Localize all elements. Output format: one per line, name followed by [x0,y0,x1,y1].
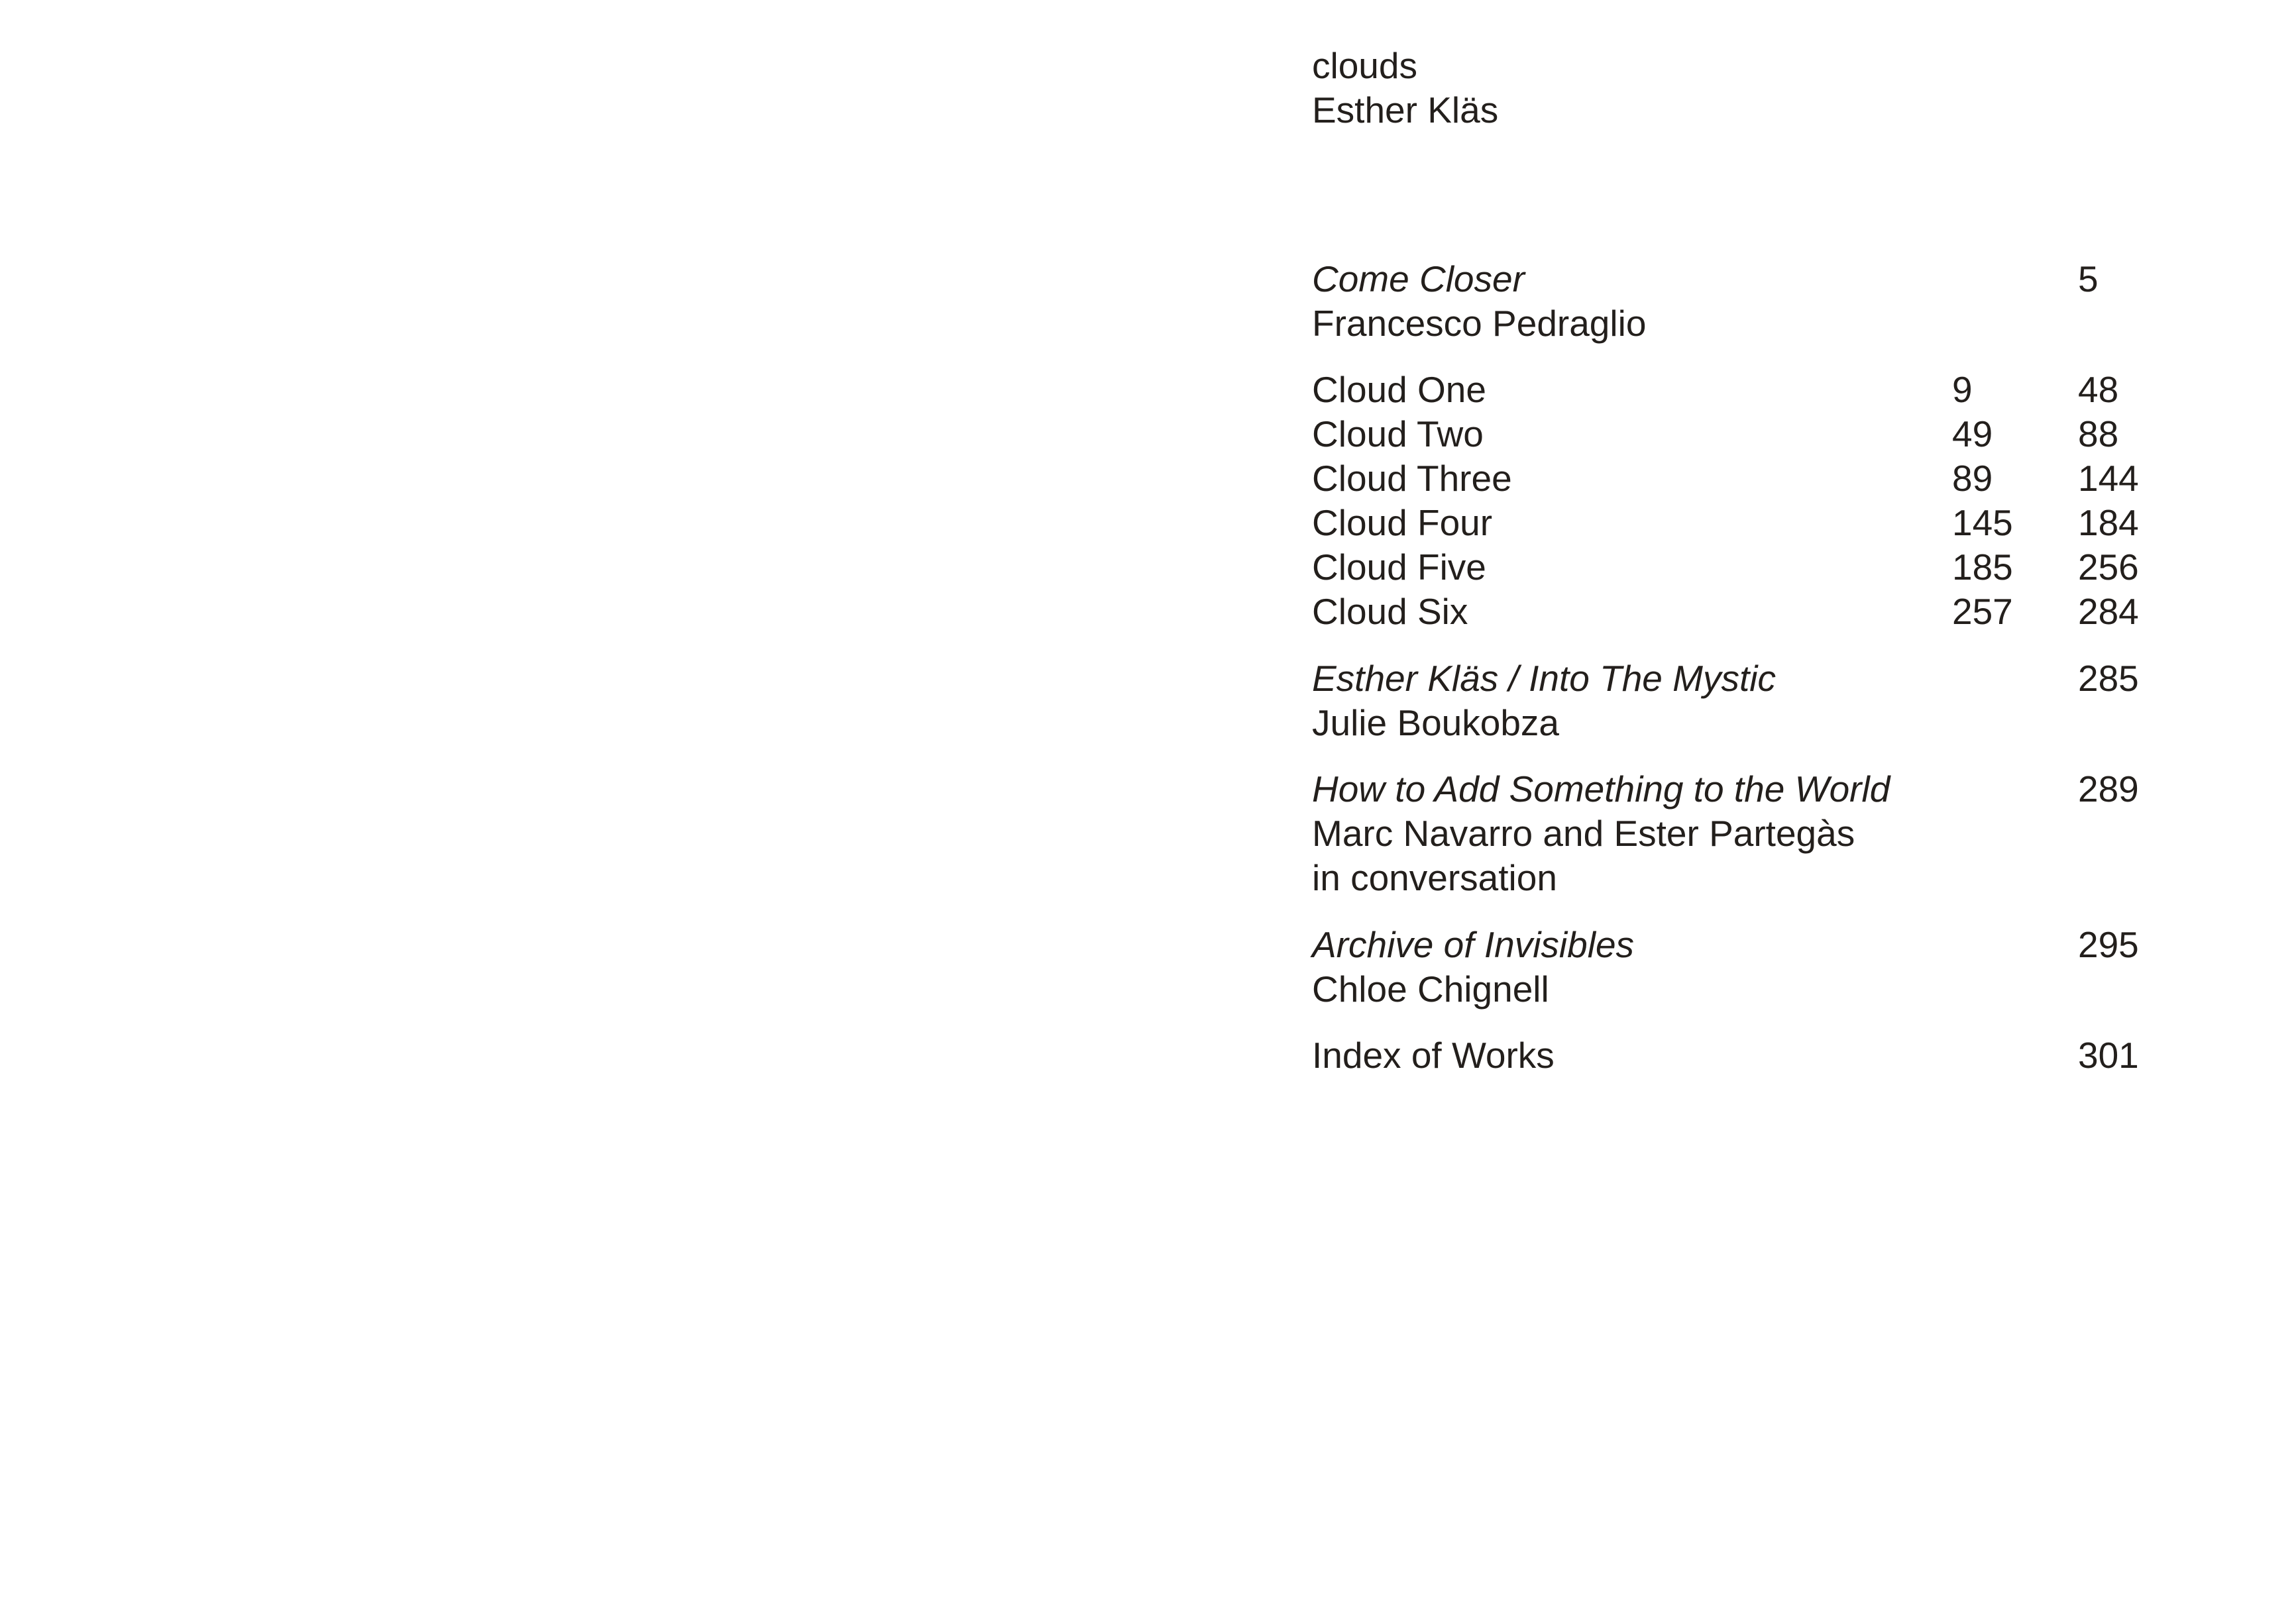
toc-cloud-end: 284 [2078,591,2139,632]
toc-cloud-start: 145 [1952,502,2013,543]
toc-cloud-label: Cloud Three [1312,458,1512,499]
toc-cloud-start: 257 [1952,591,2013,632]
toc-entry-title-archive: Archive of Invisibles [1312,924,1635,965]
toc-cloud-start: 9 [1952,369,1973,410]
toc-entry-title-index: Index of Works [1312,1035,1555,1076]
toc-cloud-label: Cloud Four [1312,502,1493,543]
toc-cloud-end: 144 [2078,458,2139,499]
toc-cloud-label: Cloud Six [1312,591,1468,632]
toc-cloud-label: Cloud Two [1312,413,1484,454]
book-title: clouds [1312,45,1417,86]
toc-cloud-end: 48 [2078,369,2119,410]
toc-entry-author-into-the-mystic: Julie Boukobza [1312,702,1560,743]
toc-entry-title-how-to-add: How to Add Something to the World [1312,768,1890,809]
toc-cloud-label: Cloud Five [1312,547,1486,588]
toc-entry-author-come-closer: Francesco Pedraglio [1312,303,1647,344]
toc-entry-author-archive: Chloe Chignell [1312,968,1549,1010]
toc-cloud-label: Cloud One [1312,369,1486,410]
toc-cloud-start: 49 [1952,413,1993,454]
toc-entry-title-into-the-mystic: Esther Kläs / Into The Mystic [1312,658,1776,699]
toc-cloud-end: 88 [2078,413,2119,454]
book-artist: Esther Kläs [1312,89,1499,130]
toc-entry-author-how-to-add: Marc Navarro and Ester Partegàs [1312,813,1855,854]
toc-cloud-end: 184 [2078,502,2139,543]
toc-entry-author-how-to-add-line2: in conversation [1312,857,1557,898]
toc-entry-title-come-closer: Come Closer [1312,258,1525,299]
toc-page-come-closer: 5 [2078,258,2099,299]
toc-page-how-to-add: 289 [2078,768,2139,809]
toc-cloud-start: 89 [1952,458,1993,499]
toc-cloud-start: 185 [1952,547,2013,588]
toc-page-into-the-mystic: 285 [2078,658,2139,699]
toc-cloud-end: 256 [2078,547,2139,588]
toc-page-index: 301 [2078,1035,2139,1076]
toc-page-archive: 295 [2078,924,2139,965]
